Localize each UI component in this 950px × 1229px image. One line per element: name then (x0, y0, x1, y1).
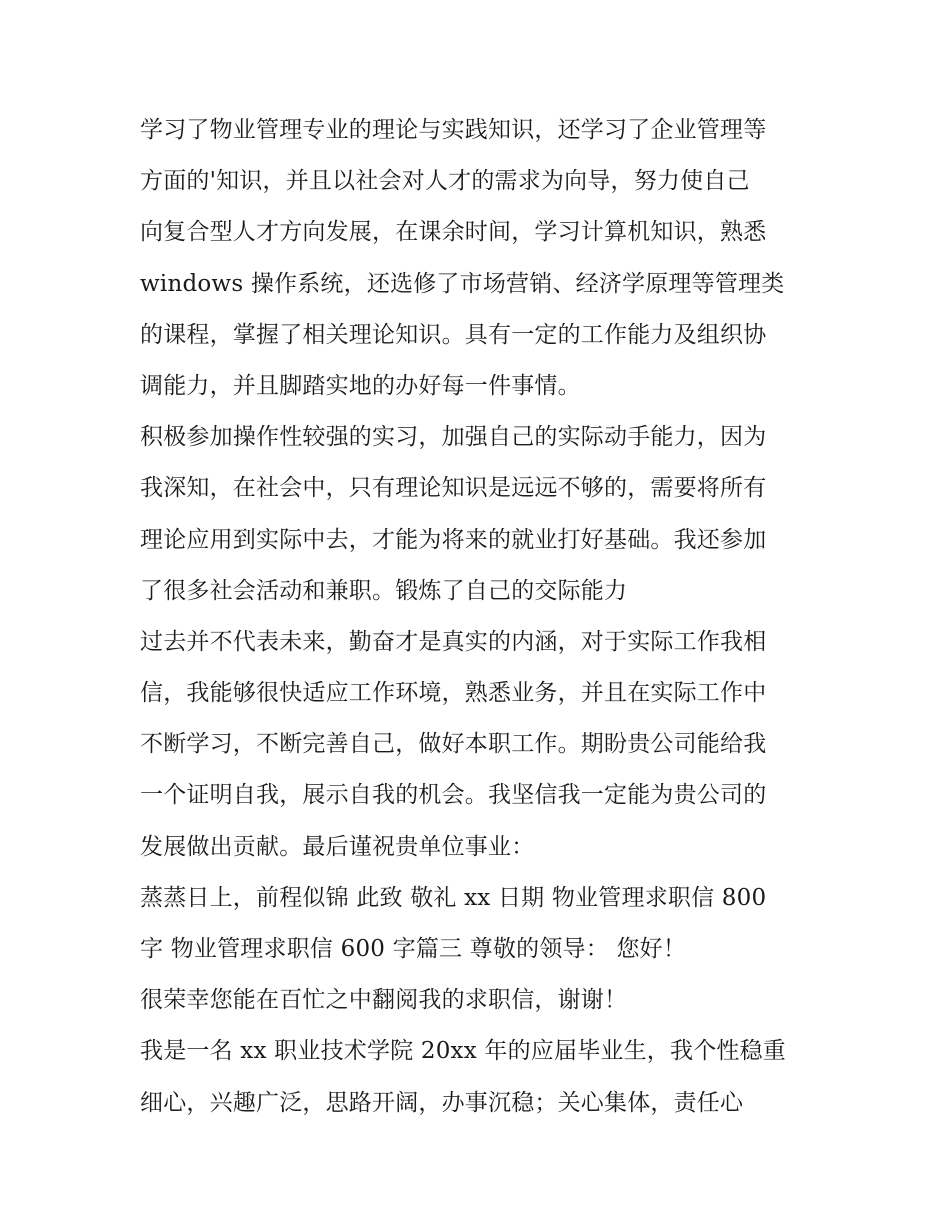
text-line: 调能力，并且脚踏实地的办好每一件事情。 (140, 372, 581, 399)
text-line: 很荣幸您能在百忙之中翻阅我的求职信，谢谢！ (140, 987, 628, 1014)
text-line: windows 操作系统，还选修了市场营销、经济学原理等管理类 (140, 270, 785, 297)
text-line: 字 物业管理求职信 600 字篇三 尊敬的领导： 您好！ (140, 936, 687, 962)
text-line: 我深知，在社会中，只有理论知识是远远不够的，需要将所有 (140, 475, 767, 502)
text-line: 信，我能够很快适应工作环境，熟悉业务，并且在实际工作中 (140, 680, 767, 707)
text-line: 过去并不代表未来，勤奋才是真实的内涵，对于实际工作我相 (140, 628, 767, 655)
text-line: 理论应用到实际中去，才能为将来的就业打好基础。我还参加 (140, 526, 767, 553)
text-line: 的课程，掌握了相关理论知识。具有一定的工作能力及组织协 (140, 321, 767, 348)
text-line: 向复合型人才方向发展，在课余时间，学习计算机知识，熟悉 (140, 219, 767, 246)
text-line: 了很多社会活动和兼职。锻炼了自己的交际能力 (140, 577, 628, 604)
text-line: 学习了物业管理专业的理论与实践知识，还学习了企业管理等 (140, 117, 767, 143)
text-line: 我是一名 xx 职业技术学院 20xx 年的应届毕业生，我个性稳重 (140, 1038, 786, 1065)
text-line: 发展做出贡献。最后谨祝贵单位事业： (140, 833, 535, 860)
body-text (140, 108, 820, 1132)
text-line: 细心，兴趣广泛，思路开阔，办事沉稳；关心集体，责任心 (140, 1089, 744, 1116)
text-line: 不断学习，不断完善自己，做好本职工作。期盼贵公司能给我 (140, 731, 767, 758)
text-line: 方面的'知识，并且以社会对人才的需求为向导，努力使自己 (140, 168, 750, 195)
text-line: 积极参加操作性较强的实习，加强自己的实际动手能力，因为 (140, 424, 767, 451)
text-line: 一个证明自我，展示自我的机会。我坚信我一定能为贵公司的 (140, 782, 767, 809)
text-line: 蒸蒸日上，前程似锦 此致 敬礼 xx 日期 物业管理求职信 800 (140, 884, 767, 911)
